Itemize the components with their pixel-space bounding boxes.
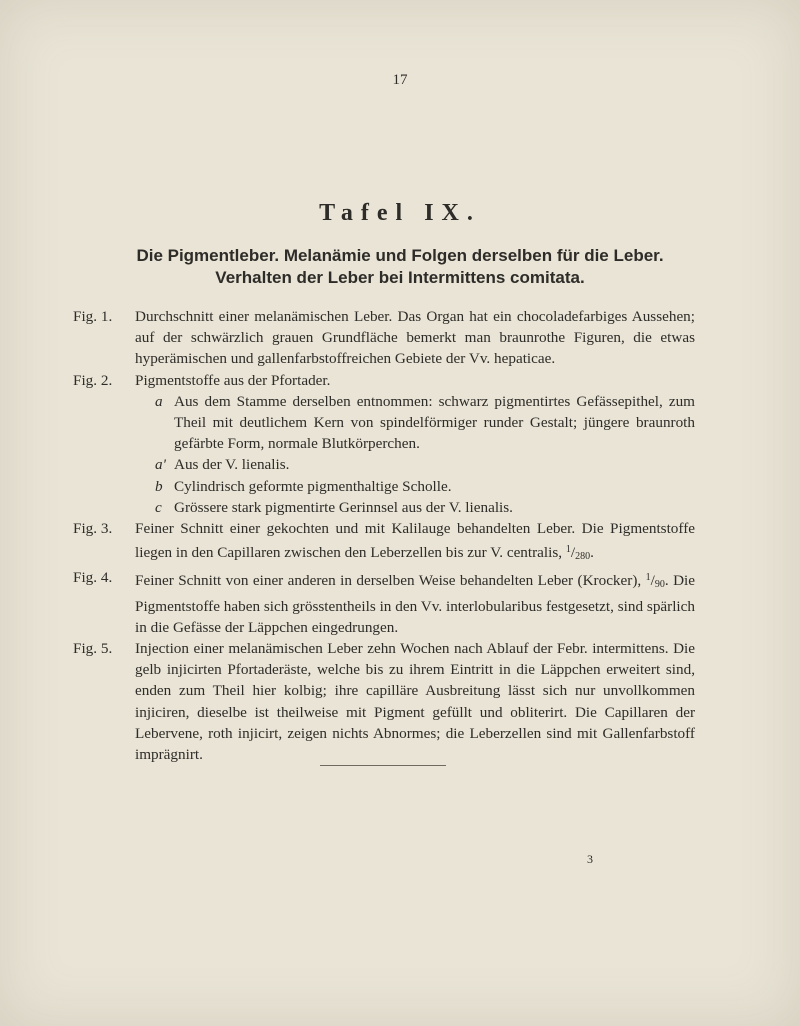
figure-entry-2 (0, 370, 695, 391)
figure-text: Feiner Schnitt von einer anderen in derselben Weise behandelten Leber (Krocker), (135, 572, 642, 590)
subfigure-entry-c (0, 497, 695, 518)
figure-text: Pigmentstoffe aus der Pfortader. (135, 371, 331, 389)
subfigure-text: Aus dem Stamme derselben entnommen: schwarz pigmentirtes Gefässepithel, zum Theil mit deutlichem Kern von spindelförmiger runder Gestalt; jüngere braunroth gefärbte Form, normale Blutkörperchen. (174, 392, 695, 453)
figure-label: Fig. 3. (73, 520, 113, 538)
subfigure-label: c (155, 498, 162, 516)
subfigure-text: Grössere stark pigmentirte Gerinnsel aus der V. lienalis. (174, 498, 513, 516)
figure-text: Injection einer melanämischen Leber zehn Wochen nach Ablauf der Febr. intermittens. Die gelb injicirten Pfortaderäste, welche bis zu ihrem Eintritt in die Läppchen erweitert sind, enden zum Theil hier kolbig; ihre capilläre Ausbreitung lässt sich nur unvollkommen injiciren, dieselbe ist theilweise mit Pigment gefüllt und obliterirt. Die Capillaren der Lebervene, roth injicirt, zeigen nichts Abnormes; die Leberzellen sind mit Gallenfarbstoff imprägnirt. (135, 640, 695, 764)
figure-label: Fig. 2. (73, 371, 113, 389)
figure-text-continued: Die Pigmentstoffe haben sich grösstentheils in den Vv. interlobularibus festgesetzt, sind spärlich in die Gefässe der Läppchen eingedrungen. (135, 572, 696, 636)
plate-title: Tafel IX. (319, 200, 481, 226)
signature-mark: 3 (587, 852, 593, 866)
page-number: 17 (392, 72, 408, 88)
figure-label: Fig. 4. (73, 569, 113, 587)
subfigure-text: Aus der V. lienalis. (174, 456, 290, 474)
figure-entry-1 (0, 306, 695, 370)
figure-entry-4 (0, 567, 695, 638)
divider-rule (320, 765, 446, 766)
subfigure-entry-a (0, 391, 695, 455)
figure-entry-3 (0, 518, 695, 567)
subfigure-entry-a-prime (0, 454, 695, 475)
subfigure-text: Cylindrisch geformte pigmenthaltige Scholle. (174, 477, 452, 495)
subfigure-entry-b (0, 476, 695, 497)
heading-line-2: Verhalten der Leber bei Intermittens comitata. (215, 268, 585, 287)
figure-entry-5 (0, 638, 695, 765)
magnification: $^1/_{90}$. (645, 572, 669, 591)
subfigure-label: b (155, 477, 163, 495)
heading-line-1: Die Pigmentleber. Melanämie und Folgen derselben für die Leber. (136, 246, 664, 265)
figure-text: Durchschnitt einer melanämischen Leber. Das Organ hat ein chocoladefarbiges Aussehen; auf der schwärzlich grauen Grundfläche bemerkt man braunrothe Figuren, die etwas hyperämischen und gallenfarbstoffreichen Gebiete der Vv. hepaticae. (135, 308, 695, 368)
subfigure-label: a (155, 392, 163, 410)
figure-text: Feiner Schnitt einer gekochten und mit Kalilauge behandelten Leber. Die Pigmentstoffe liegen in den Capillaren zwischen den Leberzellen bis zur V. centralis, (135, 520, 695, 562)
figure-label: Fig. 5. (73, 640, 113, 658)
figure-label: Fig. 1. (73, 308, 113, 325)
magnification: $^1/_{280}$. (565, 544, 594, 563)
figure-list (0, 306, 800, 765)
subfigure-label: a' (155, 456, 166, 474)
